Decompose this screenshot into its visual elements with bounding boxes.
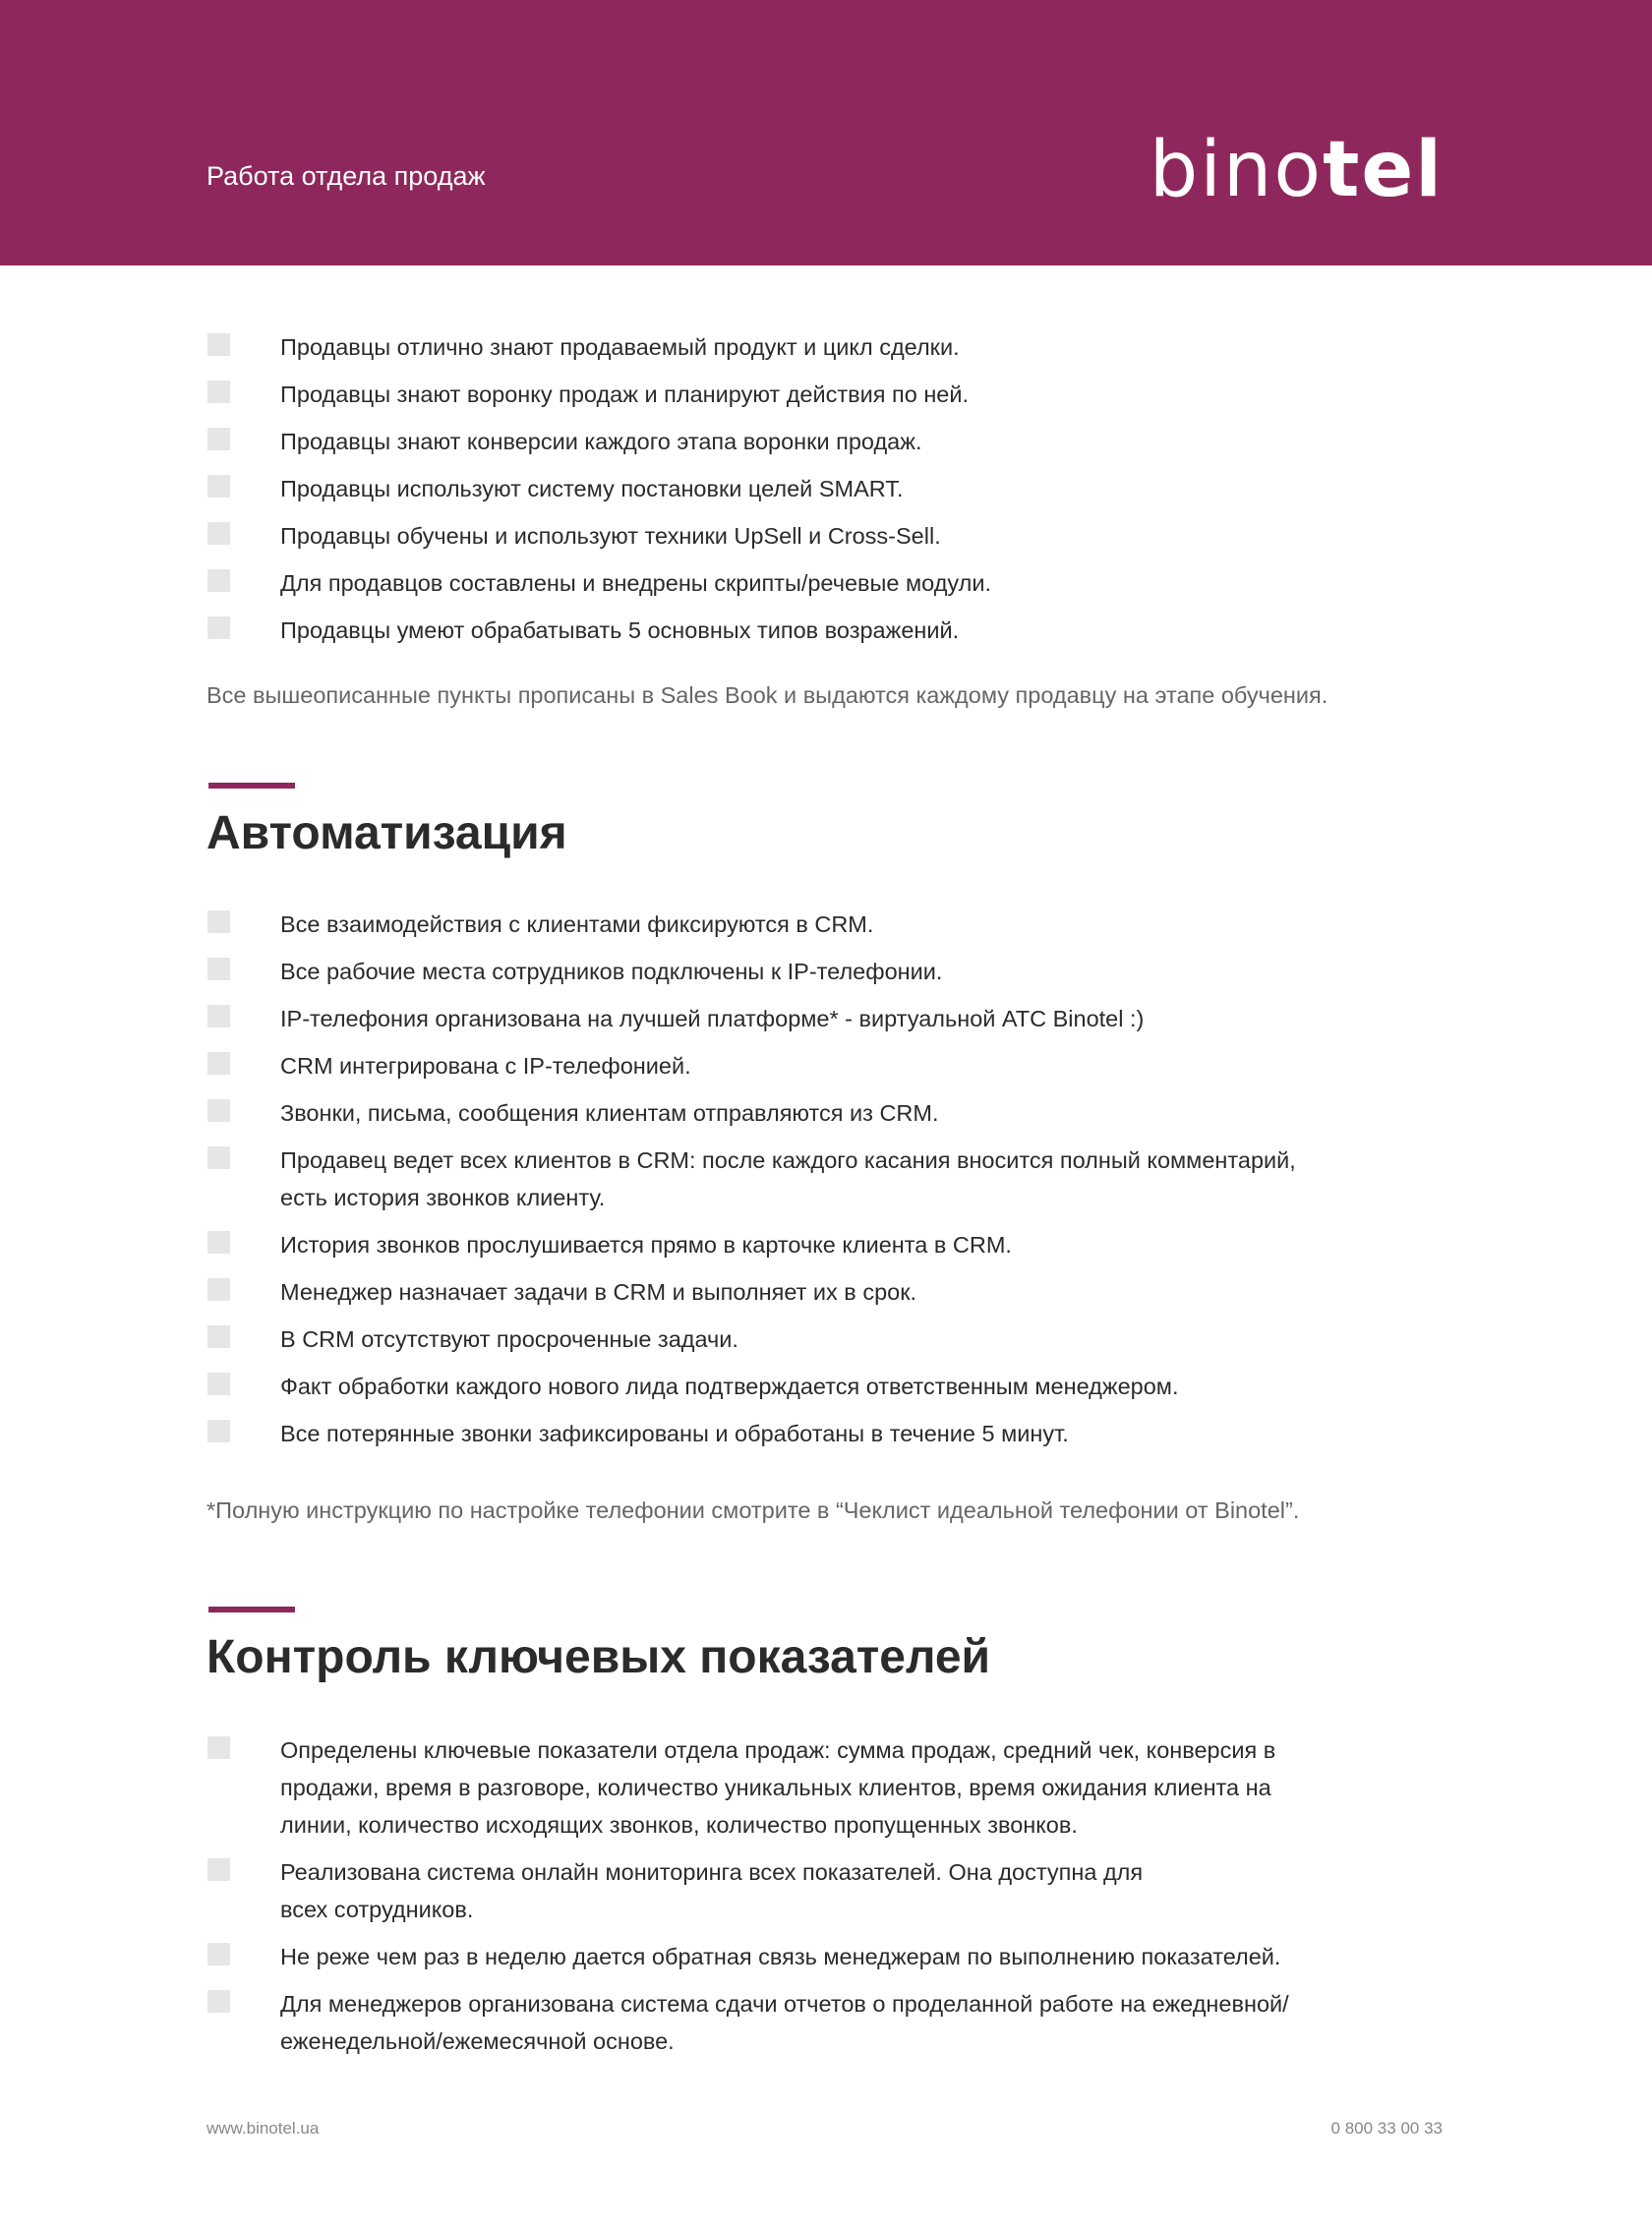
document-title: Работа отдела продаж — [206, 161, 486, 191]
binotel-logo — [1149, 126, 1444, 214]
checkbox-icon[interactable] — [207, 1231, 230, 1254]
checkbox-icon[interactable] — [207, 522, 230, 545]
checklist-item-text: Все потерянные звонки зафиксированы и обработаны в течение 5 минут. — [280, 1421, 1069, 1446]
checklist-item-text: Для менеджеров организована система сдачи отчетов о проделанной работе на ежедневной/ еженедельной/ежемесячной основе. — [280, 1991, 1289, 2054]
checklist-item-text: Продавцы используют систему постановки целей SMART. — [280, 476, 904, 501]
checklist-item-text: CRM интегрирована с IP-телефонией. — [280, 1053, 691, 1079]
checklist-item-text: Продавец ведет всех клиентов в CRM: после каждого касания вносится полный комментарий, есть история звонков клиенту. — [280, 1147, 1296, 1210]
checklist-item — [207, 1368, 1437, 1405]
checklist-item — [207, 612, 1437, 649]
checklist-item — [207, 1853, 1437, 1928]
telephony-footnote: *Полную инструкцию по настройке телефонии смотрите в “Чеклист идеальной телефонии от Binotel”. — [206, 1497, 1300, 1523]
checklist-item — [207, 1047, 1437, 1085]
checkbox-icon[interactable] — [207, 910, 230, 933]
checklist-item — [207, 1000, 1437, 1037]
checklist-item-text: История звонков прослушивается прямо в карточке клиента в CRM. — [280, 1232, 1012, 1258]
checklist-item-text: Продавцы знают конверсии каждого этапа воронки продаж. — [280, 429, 922, 454]
checkbox-icon[interactable] — [207, 428, 230, 450]
checklist-item — [207, 470, 1437, 507]
checklist-item — [207, 1731, 1437, 1844]
checklist-item — [207, 517, 1437, 555]
checklist-item-text: Все взаимодействия с клиентами фиксируются в CRM. — [280, 911, 874, 937]
checklist-item-text: IP-телефония организована на лучшей платформе* - виртуальной АТС Binotel :) — [280, 1006, 1145, 1031]
checkbox-icon[interactable] — [207, 475, 230, 498]
checkbox-icon[interactable] — [207, 1420, 230, 1442]
checklist-item — [207, 1320, 1437, 1358]
checklist-item — [207, 423, 1437, 460]
checkbox-icon[interactable] — [207, 381, 230, 403]
checkbox-icon[interactable] — [207, 616, 230, 639]
automation-checklist — [207, 906, 1437, 1462]
checklist-item — [207, 1094, 1437, 1132]
checkbox-icon[interactable] — [207, 1099, 230, 1122]
logo-text-light: bino — [1149, 126, 1324, 214]
checkbox-icon[interactable] — [207, 958, 230, 980]
checklist-item-text: В CRM отсутствуют просроченные задачи. — [280, 1326, 738, 1352]
checkbox-icon[interactable] — [207, 1052, 230, 1075]
checklist-item — [207, 564, 1437, 602]
checklist-item — [207, 953, 1437, 990]
checkbox-icon[interactable] — [207, 1146, 230, 1169]
section-accent-line — [208, 1607, 295, 1612]
sales-book-note: Все вышеописанные пункты прописаны в Sales Book и выдаются каждому продавцу на этапе обучения. — [206, 682, 1328, 708]
footer-phone: 0 800 33 00 33 — [1330, 2119, 1443, 2138]
checklist-item-text: Менеджер назначает задачи в CRM и выполняет их в срок. — [280, 1279, 917, 1305]
checklist-item — [207, 1142, 1437, 1216]
checklist-item-text: Все рабочие места сотрудников подключены к IP-телефонии. — [280, 959, 943, 984]
header-banner — [0, 0, 1652, 265]
checkbox-icon[interactable] — [207, 333, 230, 356]
automation-heading: Автоматизация — [206, 807, 567, 859]
kpi-checklist — [207, 1731, 1437, 2070]
checkbox-icon[interactable] — [207, 1278, 230, 1301]
checklist-item — [207, 1273, 1437, 1311]
checkbox-icon[interactable] — [207, 1858, 230, 1881]
checklist-item-text: Продавцы знают воронку продаж и планируют действия по ней. — [280, 381, 970, 407]
checkbox-icon[interactable] — [207, 1373, 230, 1395]
kpi-heading: Контроль ключевых показателей — [206, 1631, 991, 1683]
checkbox-icon[interactable] — [207, 1943, 230, 1965]
checklist-item — [207, 328, 1437, 366]
checklist-item — [207, 1938, 1437, 1975]
checklist-item-text: Реализована система онлайн мониторинга всех показателей. Она доступна для всех сотрудников. — [280, 1859, 1144, 1922]
checklist-item-text: Продавцы обучены и используют техники UpSell и Cross-Sell. — [280, 523, 941, 549]
checkbox-icon[interactable] — [207, 569, 230, 592]
checkbox-icon[interactable] — [207, 1990, 230, 2013]
checkbox-icon[interactable] — [207, 1325, 230, 1348]
footer-website[interactable]: www.binotel.ua — [206, 2119, 320, 2138]
checklist-item-text: Определены ключевые показатели отдела продаж: сумма продаж, средний чек, конверсия в продажи, время в разговоре, количество уникальных клиентов, время ожидания клиента на линии, количество исходящих звонков, количество пропущенных звонков. — [280, 1737, 1276, 1838]
checklist-item-text: Для продавцов составлены и внедрены скрипты/речевые модули. — [280, 570, 992, 596]
checklist-item-text: Звонки, письма, сообщения клиентам отправляются из CRM. — [280, 1100, 939, 1126]
checklist-item — [207, 376, 1437, 413]
checklist-item — [207, 1985, 1437, 2060]
checklist-item — [207, 1415, 1437, 1452]
logo-text-bold: tel — [1323, 126, 1444, 214]
section-accent-line — [208, 783, 295, 789]
checklist-item-text: Факт обработки каждого нового лида подтверждается ответственным менеджером. — [280, 1374, 1179, 1399]
checkbox-icon[interactable] — [207, 1736, 230, 1759]
checklist-item — [207, 1226, 1437, 1263]
checklist-item-text: Не реже чем раз в неделю дается обратная связь менеджерам по выполнению показателей. — [280, 1944, 1281, 1969]
checklist-item — [207, 906, 1437, 943]
sales-checklist — [207, 328, 1437, 659]
checklist-item-text: Продавцы умеют обрабатывать 5 основных типов возражений. — [280, 617, 960, 643]
checkbox-icon[interactable] — [207, 1005, 230, 1027]
checklist-item-text: Продавцы отлично знают продаваемый продукт и цикл сделки. — [280, 334, 960, 360]
